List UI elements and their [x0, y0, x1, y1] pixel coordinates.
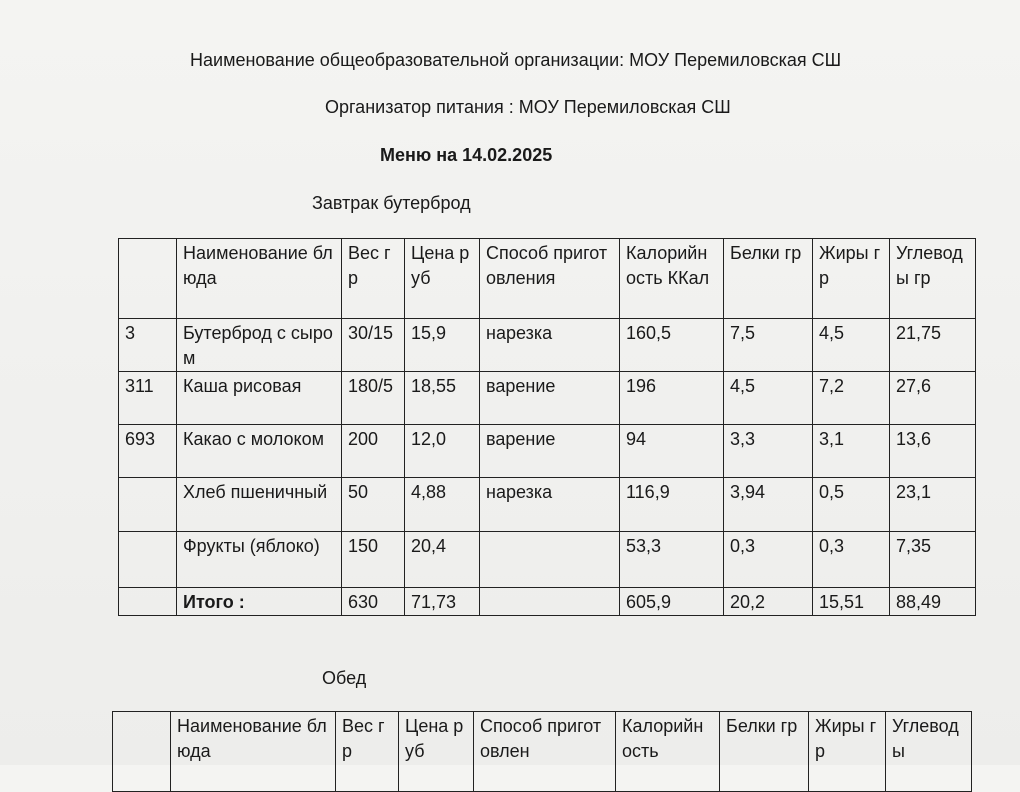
total-calories: 605,9	[620, 588, 724, 616]
header-cell-price: Цена руб	[399, 712, 474, 792]
total-protein: 20,2	[724, 588, 813, 616]
header-cell-protein: Белки гр	[724, 239, 813, 319]
table-row	[119, 425, 976, 478]
cell-calories: 53,3	[620, 532, 724, 588]
cell-protein: 3,94	[724, 478, 813, 532]
header-cell-calories: Калорийность	[616, 712, 720, 792]
cell-calories: 116,9	[620, 478, 724, 532]
lunch-menu-table	[112, 711, 972, 792]
total-weight: 630	[342, 588, 405, 616]
cell-calories: 196	[620, 372, 724, 425]
table-row	[119, 478, 976, 532]
cell-number	[119, 532, 177, 588]
cell-protein: 4,5	[724, 372, 813, 425]
cell-cooking-method: варение	[480, 425, 620, 478]
header-cell-dish-name: Наименование блюда	[177, 239, 342, 319]
cell-dish-name: Каша рисовая	[177, 372, 342, 425]
cell-weight: 50	[342, 478, 405, 532]
table-total-row	[119, 588, 976, 616]
cell-number	[119, 478, 177, 532]
header-cell-cooking-method: Способ приготовлен	[474, 712, 616, 792]
table-row	[119, 372, 976, 425]
cell-fat: 0,5	[813, 478, 890, 532]
cell-number: 3	[119, 319, 177, 372]
cell-price: 20,4	[405, 532, 480, 588]
table-header-row	[119, 239, 976, 319]
header-cell-carbs: Углеводы гр	[890, 239, 976, 319]
cell-fat: 4,5	[813, 319, 890, 372]
header-cell-calories: Калорийность ККал	[620, 239, 724, 319]
lunch-section-title: Обед	[322, 668, 367, 688]
table-header-row	[113, 712, 972, 792]
cell-cooking-method	[480, 532, 620, 588]
menu-date-title: Меню на 14.02.2025	[380, 145, 553, 165]
cell-number: 693	[119, 425, 177, 478]
cell-carbs: 21,75	[890, 319, 976, 372]
cell-protein: 0,3	[724, 532, 813, 588]
cell-dish-name: Хлеб пшеничный	[177, 478, 342, 532]
cell-price: 12,0	[405, 425, 480, 478]
cell-fat: 7,2	[813, 372, 890, 425]
header-cell-number	[119, 239, 177, 319]
cell-price: 15,9	[405, 319, 480, 372]
table-row	[119, 319, 976, 372]
total-carbs: 88,49	[890, 588, 976, 616]
catering-organizer: Организатор питания : МОУ Перемиловская СШ	[325, 97, 731, 117]
cell-weight: 150	[342, 532, 405, 588]
breakfast-section-title: Завтрак бутерброд	[312, 193, 471, 213]
header-cell-carbs: Углеводы	[886, 712, 972, 792]
cell-cooking-method: нарезка	[480, 319, 620, 372]
header-cell-number	[113, 712, 171, 792]
breakfast-menu-table	[118, 238, 976, 616]
total-cell-number	[119, 588, 177, 616]
cell-cooking-method: варение	[480, 372, 620, 425]
cell-weight: 30/15	[342, 319, 405, 372]
cell-protein: 7,5	[724, 319, 813, 372]
header-cell-weight: Вес гр	[342, 239, 405, 319]
cell-cooking-method: нарезка	[480, 478, 620, 532]
cell-fat: 0,3	[813, 532, 890, 588]
total-fat: 15,51	[813, 588, 890, 616]
cell-price: 4,88	[405, 478, 480, 532]
cell-fat: 3,1	[813, 425, 890, 478]
total-price: 71,73	[405, 588, 480, 616]
cell-price: 18,55	[405, 372, 480, 425]
cell-dish-name: Какао с молоком	[177, 425, 342, 478]
header-cell-weight: Вес гр	[336, 712, 399, 792]
header-cell-fat: Жиры гр	[813, 239, 890, 319]
header-cell-fat: Жиры гр	[809, 712, 886, 792]
cell-calories: 160,5	[620, 319, 724, 372]
cell-protein: 3,3	[724, 425, 813, 478]
table-row	[119, 532, 976, 588]
header-cell-cooking-method: Способ приготовления	[480, 239, 620, 319]
cell-dish-name: Бутерброд с сыром	[177, 319, 342, 372]
cell-carbs: 13,6	[890, 425, 976, 478]
cell-carbs: 23,1	[890, 478, 976, 532]
cell-carbs: 7,35	[890, 532, 976, 588]
cell-carbs: 27,6	[890, 372, 976, 425]
header-cell-protein: Белки гр	[720, 712, 809, 792]
organization-name: Наименование общеобразовательной организации: МОУ Перемиловская СШ	[190, 50, 842, 70]
cell-number: 311	[119, 372, 177, 425]
cell-weight: 180/5	[342, 372, 405, 425]
cell-weight: 200	[342, 425, 405, 478]
total-label: Итого :	[177, 588, 342, 616]
header-cell-price: Цена руб	[405, 239, 480, 319]
cell-dish-name: Фрукты (яблоко)	[177, 532, 342, 588]
total-cooking-method	[480, 588, 620, 616]
header-cell-dish-name: Наименование блюда	[171, 712, 336, 792]
cell-calories: 94	[620, 425, 724, 478]
